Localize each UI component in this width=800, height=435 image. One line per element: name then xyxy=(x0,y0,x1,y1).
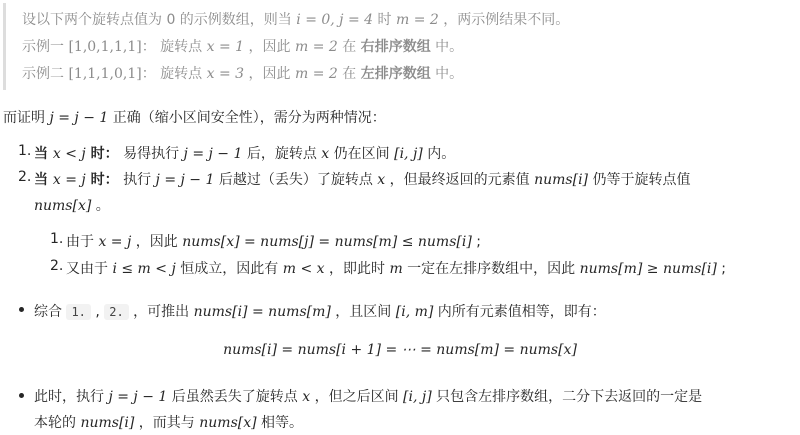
math-inline: nums[i] = nums[m] xyxy=(193,304,331,320)
item-text: 内所有元素值相等，即有： xyxy=(433,304,606,320)
item-text: ，因此 xyxy=(131,234,183,250)
bullet-dot xyxy=(19,393,24,398)
item-text: 本轮的 xyxy=(34,415,81,431)
item-text: 内。 xyxy=(422,146,456,162)
quote-text: ，两示例结果不同。 xyxy=(438,12,570,28)
math-inline: [i, m] xyxy=(395,304,434,320)
bullet-dot xyxy=(19,307,24,312)
item-text: ，即此时 xyxy=(324,261,390,277)
quote-line-3 xyxy=(22,63,463,83)
item-text: 后，旋转点 xyxy=(242,146,322,162)
quote-text: ： 旋转点 xyxy=(141,66,207,82)
quote-line-2 xyxy=(22,36,463,56)
item-text: 一定在左排序数组中，因此 xyxy=(402,261,580,277)
sub-item-1 xyxy=(66,231,481,251)
quote-text: 中。 xyxy=(430,39,464,55)
quote-text: ： 旋转点 xyxy=(141,39,207,55)
item-text: 后虽然丢失了旋转点 xyxy=(167,389,303,405)
math-inline: nums[x] xyxy=(34,198,92,214)
case-1-item xyxy=(34,143,455,163)
item-text: 易得执行 xyxy=(118,146,184,162)
math-inline: m < x xyxy=(282,261,325,277)
item-text: 执行 xyxy=(118,172,156,188)
quote-text: 设以下两个旋转点值为 0 的示例数组，则当 xyxy=(22,12,297,28)
quote-text: 示例二 xyxy=(22,66,69,82)
case-2-item xyxy=(34,169,690,189)
quote-text: 中。 xyxy=(430,66,464,82)
math-inline: m xyxy=(389,261,403,277)
paragraph-text: 正确（缩小区间安全性），需分为两种情况： xyxy=(108,110,386,126)
case-2-item-continued xyxy=(34,195,110,215)
item-text: 只包含左排序数组，二分下去返回的一定是 xyxy=(431,389,703,405)
item-text: 由于 xyxy=(66,234,99,250)
math-inline: nums[m] ≥ nums[i] xyxy=(579,261,717,277)
item-text: 相等。 xyxy=(256,415,304,431)
math-inline: x xyxy=(377,172,386,188)
math-inline: x xyxy=(302,389,311,405)
list-marker: 1. xyxy=(18,143,32,159)
math-inline: m = 2 xyxy=(294,39,338,55)
example-blockquote xyxy=(3,3,800,90)
math-inline: nums[x] xyxy=(199,415,257,431)
bold-text: 当 xyxy=(34,172,53,188)
item-text: 又由于 xyxy=(66,261,113,277)
list-marker: 2. xyxy=(18,169,32,185)
list-marker: 2. xyxy=(50,258,64,274)
quote-text: 在 xyxy=(337,39,361,55)
item-text: 仍在区间 xyxy=(329,146,395,162)
paragraph-text: 而证明 xyxy=(3,110,50,126)
bold-text: 时： xyxy=(85,172,119,188)
math-inline: m = 2 xyxy=(294,66,338,82)
item-text: ; xyxy=(716,261,727,277)
item-text: ; xyxy=(471,234,481,250)
bold-text: 时： xyxy=(85,146,119,162)
inline-code: 2. xyxy=(104,304,128,320)
item-text: ，可推出 xyxy=(128,304,194,320)
item-text: 恒成立，因此有 xyxy=(175,261,283,277)
math-inline: x = j xyxy=(52,172,86,188)
item-text: 后越过（丢失）了旋转点 xyxy=(214,172,378,188)
math-inline: x xyxy=(321,146,330,162)
math-inline: x = 3 xyxy=(206,66,245,82)
bold-text: 右排序数组 xyxy=(360,39,431,55)
math-inline: j = j − 1 xyxy=(108,389,168,405)
item-text: ，而其与 xyxy=(134,415,200,431)
math-inline: j = j − 1 xyxy=(155,172,215,188)
math-inline: i = 0, j = 4 xyxy=(296,12,374,28)
math-inline: [1,0,1,1,1] xyxy=(68,39,142,55)
quote-text: ，因此 xyxy=(244,39,295,55)
math-inline: j = j − 1 xyxy=(49,110,109,126)
math-inline: nums[x] = nums[j] = nums[m] ≤ nums[i] xyxy=(182,234,472,250)
bullet-item-2 xyxy=(34,386,702,406)
math-inline: j = j − 1 xyxy=(183,146,243,162)
math-inline: x = j xyxy=(98,234,132,250)
item-text: 仍等于旋转点值 xyxy=(588,172,691,188)
quote-text: ，因此 xyxy=(244,66,295,82)
quote-text: 时 xyxy=(373,12,396,28)
bullet-item-1 xyxy=(34,301,606,321)
math-inline: nums[i] xyxy=(80,415,135,431)
inline-code: 1. xyxy=(66,304,90,320)
intro-paragraph xyxy=(3,107,386,127)
quote-line-1 xyxy=(22,9,569,29)
bold-text: 当 xyxy=(34,146,53,162)
quote-text: 示例一 xyxy=(22,39,69,55)
quote-text: 在 xyxy=(337,66,361,82)
item-text: ，且区间 xyxy=(330,304,396,320)
bullet-item-2-continued xyxy=(34,412,303,432)
math-inline: [i, j] xyxy=(403,389,432,405)
list-marker: 1. xyxy=(50,231,64,247)
item-text: 。 xyxy=(91,198,110,214)
bold-text: 左排序数组 xyxy=(360,66,431,82)
math-inline: m = 2 xyxy=(395,12,439,28)
display-equation: nums[i] = nums[i + 1] = ⋯ = nums[m] = nums[x] xyxy=(223,342,577,358)
item-text: ，但最终返回的元素值 xyxy=(385,172,535,188)
math-inline: x = 1 xyxy=(206,39,245,55)
math-inline: x < j xyxy=(52,146,86,162)
math-inline: nums[i] xyxy=(534,172,589,188)
math-inline: [1,1,1,0,1] xyxy=(68,66,142,82)
item-text: 综合 xyxy=(34,304,67,320)
item-text: ，但之后区间 xyxy=(310,389,404,405)
math-inline: i ≤ m < j xyxy=(112,261,176,277)
item-text: , xyxy=(90,304,105,320)
item-text: 此时，执行 xyxy=(34,389,109,405)
sub-item-2 xyxy=(66,258,726,278)
math-inline: [i, j] xyxy=(394,146,423,162)
